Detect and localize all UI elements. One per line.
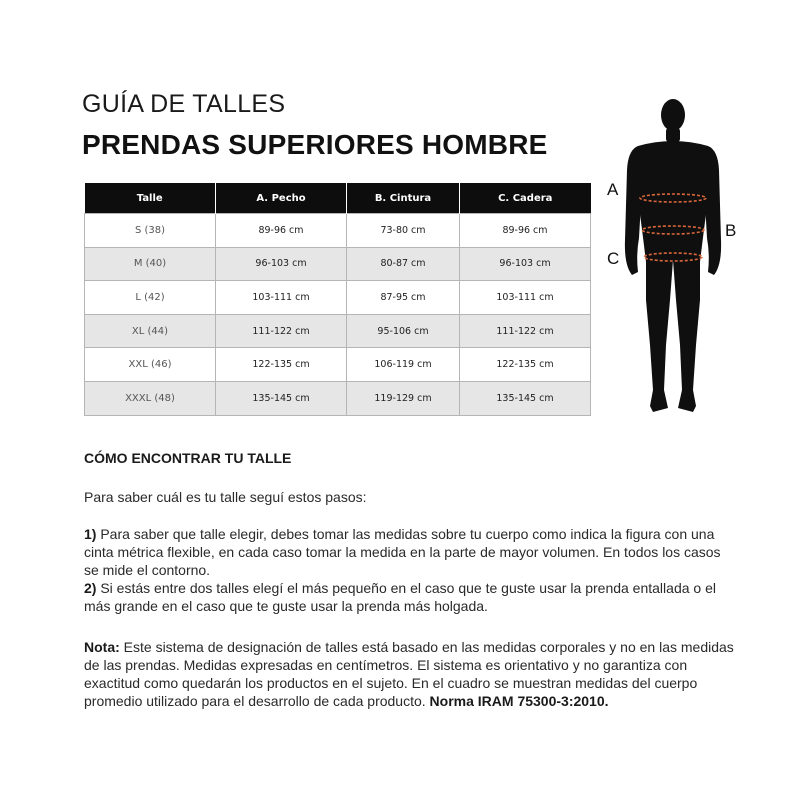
- howto-intro: Para saber cuál es tu talle seguí estos pasos:: [84, 489, 367, 505]
- header-cadera: C. Cadera: [460, 183, 591, 214]
- size-cell: XXXL (48): [85, 381, 216, 415]
- cintura-cell: 95-106 cm: [347, 314, 460, 348]
- cintura-cell: 73-80 cm: [347, 214, 460, 248]
- size-cell: XXL (46): [85, 348, 216, 382]
- howto-heading: CÓMO ENCONTRAR TU TALLE: [84, 450, 292, 466]
- title-line1: GUÍA DE TALLES: [82, 90, 286, 118]
- table-row: [85, 314, 591, 348]
- label-b: B: [725, 221, 737, 240]
- cintura-cell: 106-119 cm: [347, 348, 460, 382]
- title-line2: PRENDAS SUPERIORES HOMBRE: [82, 129, 548, 160]
- step-text: Para saber que talle elegir, debes tomar las medidas sobre tu cuerpo como indica la figura con una cinta métrica flexible, en cada caso tomar la medida en la parte de mayor volumen. En todos los casos se mide el contorno.: [84, 526, 721, 578]
- note-norma: Norma IRAM 75300-3:2010.: [429, 693, 609, 709]
- size-table-header: [85, 183, 591, 214]
- pecho-cell: 89-96 cm: [216, 214, 347, 248]
- pecho-cell: 122-135 cm: [216, 348, 347, 382]
- step-number: 1): [84, 526, 97, 542]
- size-cell: S (38): [85, 214, 216, 248]
- note-label: Nota:: [84, 639, 120, 655]
- cadera-cell: 103-111 cm: [460, 281, 591, 315]
- label-c: C: [607, 249, 620, 268]
- table-row: [85, 247, 591, 281]
- pecho-cell: 111-122 cm: [216, 314, 347, 348]
- cintura-cell: 119-129 cm: [347, 381, 460, 415]
- header-cintura: B. Cintura: [347, 183, 460, 214]
- howto-step-1: [84, 525, 734, 579]
- table-row: [85, 348, 591, 382]
- table-row: [85, 214, 591, 248]
- body-silhouette-icon: [598, 90, 748, 420]
- size-cell: L (42): [85, 281, 216, 315]
- body-silhouette-figure: [598, 90, 748, 420]
- pecho-cell: 135-145 cm: [216, 381, 347, 415]
- step-number: 2): [84, 580, 97, 596]
- cadera-cell: 135-145 cm: [460, 381, 591, 415]
- table-row: [85, 381, 591, 415]
- size-cell: M (40): [85, 247, 216, 281]
- cadera-cell: 111-122 cm: [460, 314, 591, 348]
- note-text: Este sistema de designación de talles está basado en las medidas corporales y no en las medidas de las prendas. Medidas expresadas en centímetros. El sistema es orientativo y no garantiza con exactitud como quedarán los productos en el sujeto. En el cuadro se muestran medidas del cuerpo promedio utilizado para el desarrollo de cada producto.: [84, 639, 734, 709]
- header-talle: Talle: [85, 183, 216, 214]
- pecho-cell: 103-111 cm: [216, 281, 347, 315]
- cintura-cell: 87-95 cm: [347, 281, 460, 315]
- cadera-cell: 96-103 cm: [460, 247, 591, 281]
- size-cell: XL (44): [85, 314, 216, 348]
- table-row: [85, 281, 591, 315]
- howto-step-2: [84, 579, 734, 615]
- label-a: A: [607, 180, 619, 199]
- step-text: Si estás entre dos talles elegí el más pequeño en el caso que te guste usar la prenda entallada o el más grande en el caso que te guste usar la prenda más holgada.: [84, 580, 716, 614]
- cintura-cell: 80-87 cm: [347, 247, 460, 281]
- cadera-cell: 89-96 cm: [460, 214, 591, 248]
- cadera-cell: 122-135 cm: [460, 348, 591, 382]
- size-table: [84, 183, 591, 416]
- note-paragraph: [84, 638, 734, 710]
- pecho-cell: 96-103 cm: [216, 247, 347, 281]
- header-pecho: A. Pecho: [216, 183, 347, 214]
